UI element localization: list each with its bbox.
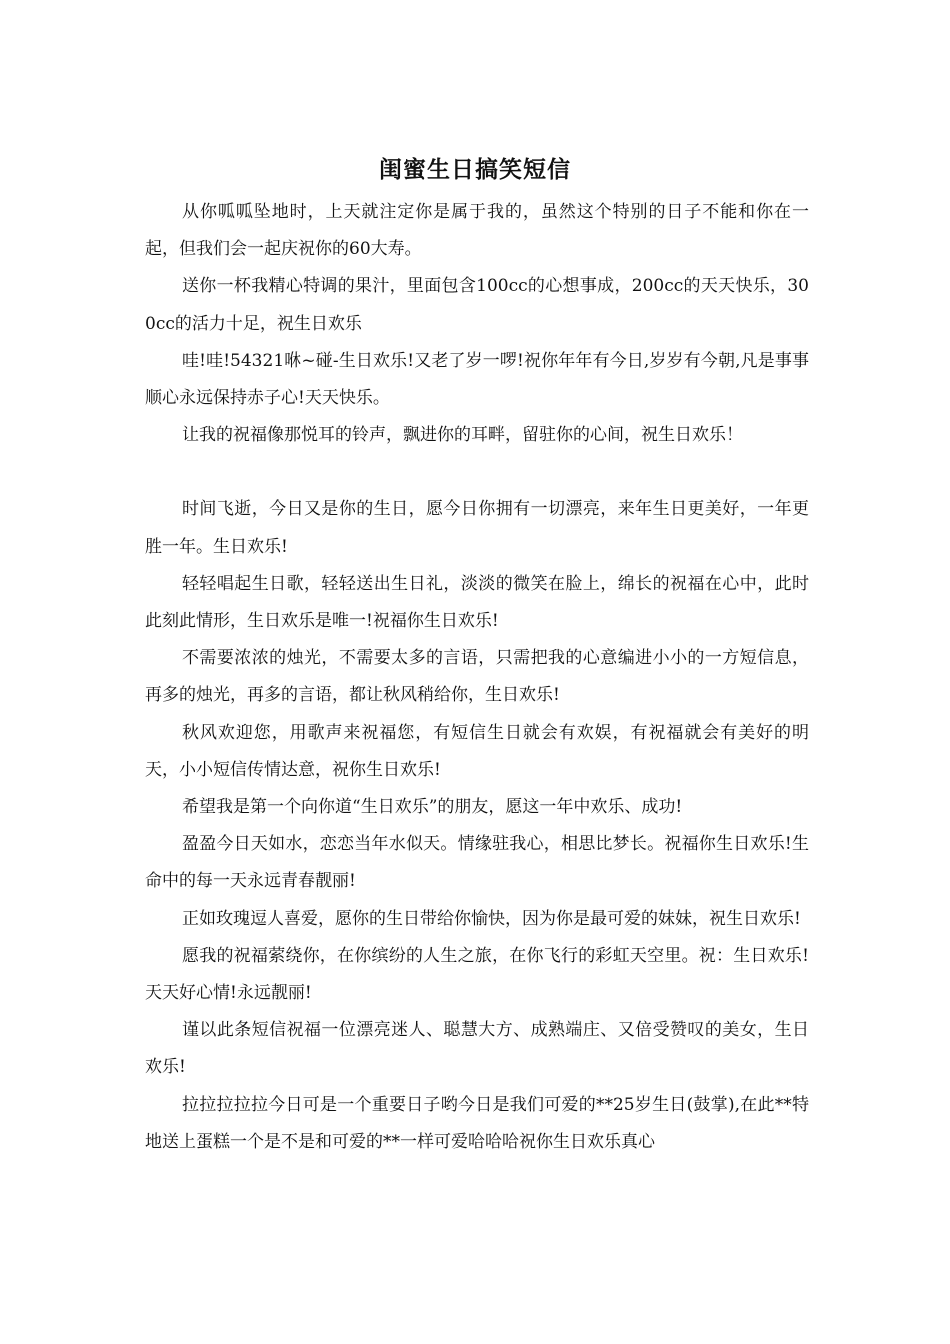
paragraph: 正如玫瑰逗人喜爱，愿你的生日带给你愉快，因为你是最可爱的妹妹，祝生日欢乐! bbox=[182, 908, 801, 929]
document-title: 闺蜜生日搞笑短信 bbox=[379, 156, 571, 183]
paragraph: 秋风欢迎您，用歌声来祝福您，有短信生日就会有欢娱，有祝福就会有美好的明天，小小短信传情达意，祝你生日欢乐! bbox=[145, 722, 809, 780]
paragraph: 哇!哇!54321咻~碰-生日欢乐!又老了岁一啰!祝你年年有今日,岁岁有今朝,凡是事事顺心永远保持赤子心!天天快乐。 bbox=[145, 350, 809, 409]
paragraph: 拉拉拉拉拉今日可是一个重要日子哟今日是我们可爱的**25岁生日(鼓掌),在此**特地送上蛋糕一个是不是和可爱的**一样可爱哈哈哈祝你生日欢乐真心 bbox=[145, 1094, 809, 1152]
paragraph: 希望我是第一个向你道“生日欢乐”的朋友，愿这一年中欢乐、成功! bbox=[182, 797, 683, 818]
paragraph: 送你一杯我精心特调的果汁，里面包含100cc的心想事成，200cc的天天快乐，300cc的活力十足，祝生日欢乐 bbox=[145, 276, 809, 334]
paragraph: 让我的祝福像那悦耳的铃声，飘进你的耳畔，留驻你的心间，祝生日欢乐！ bbox=[182, 425, 743, 446]
blank-line bbox=[145, 454, 809, 491]
paragraph: 愿我的祝福萦绕你，在你缤纷的人生之旅，在你飞行的彩虹天空里。祝：生日欢乐!天天好心情!永远靓丽! bbox=[145, 945, 809, 1004]
document-body bbox=[145, 194, 809, 1161]
paragraph: 从你呱呱坠地时，上天就注定你是属于我的，虽然这个特别的日子不能和你在一起，但我们会一起庆祝你的60大寿。 bbox=[145, 202, 809, 260]
paragraph: 不需要浓浓的烛光，不需要太多的言语，只需把我的心意编进小小的一方短信息，再多的烛光，再多的言语，都让秋风稍给你，生日欢乐! bbox=[145, 648, 809, 706]
paragraph: 谨以此条短信祝福一位漂亮迷人、聪慧大方、成熟端庄、又倍受赞叹的美女，生日欢乐! bbox=[145, 1020, 809, 1078]
paragraph: 盈盈今日天如水，恋恋当年水似天。情缘驻我心，相思比梦长。祝福你生日欢乐!生命中的每一天永远青春靓丽! bbox=[145, 834, 809, 892]
paragraph: 时间飞逝，今日又是你的生日，愿今日你拥有一切漂亮，来年生日更美好，一年更胜一年。生日欢乐! bbox=[145, 499, 809, 557]
paragraph: 轻轻唱起生日歌，轻轻送出生日礼，淡淡的微笑在脸上，绵长的祝福在心中，此时此刻此情形，生日欢乐是唯一!祝福你生日欢乐! bbox=[145, 573, 809, 632]
